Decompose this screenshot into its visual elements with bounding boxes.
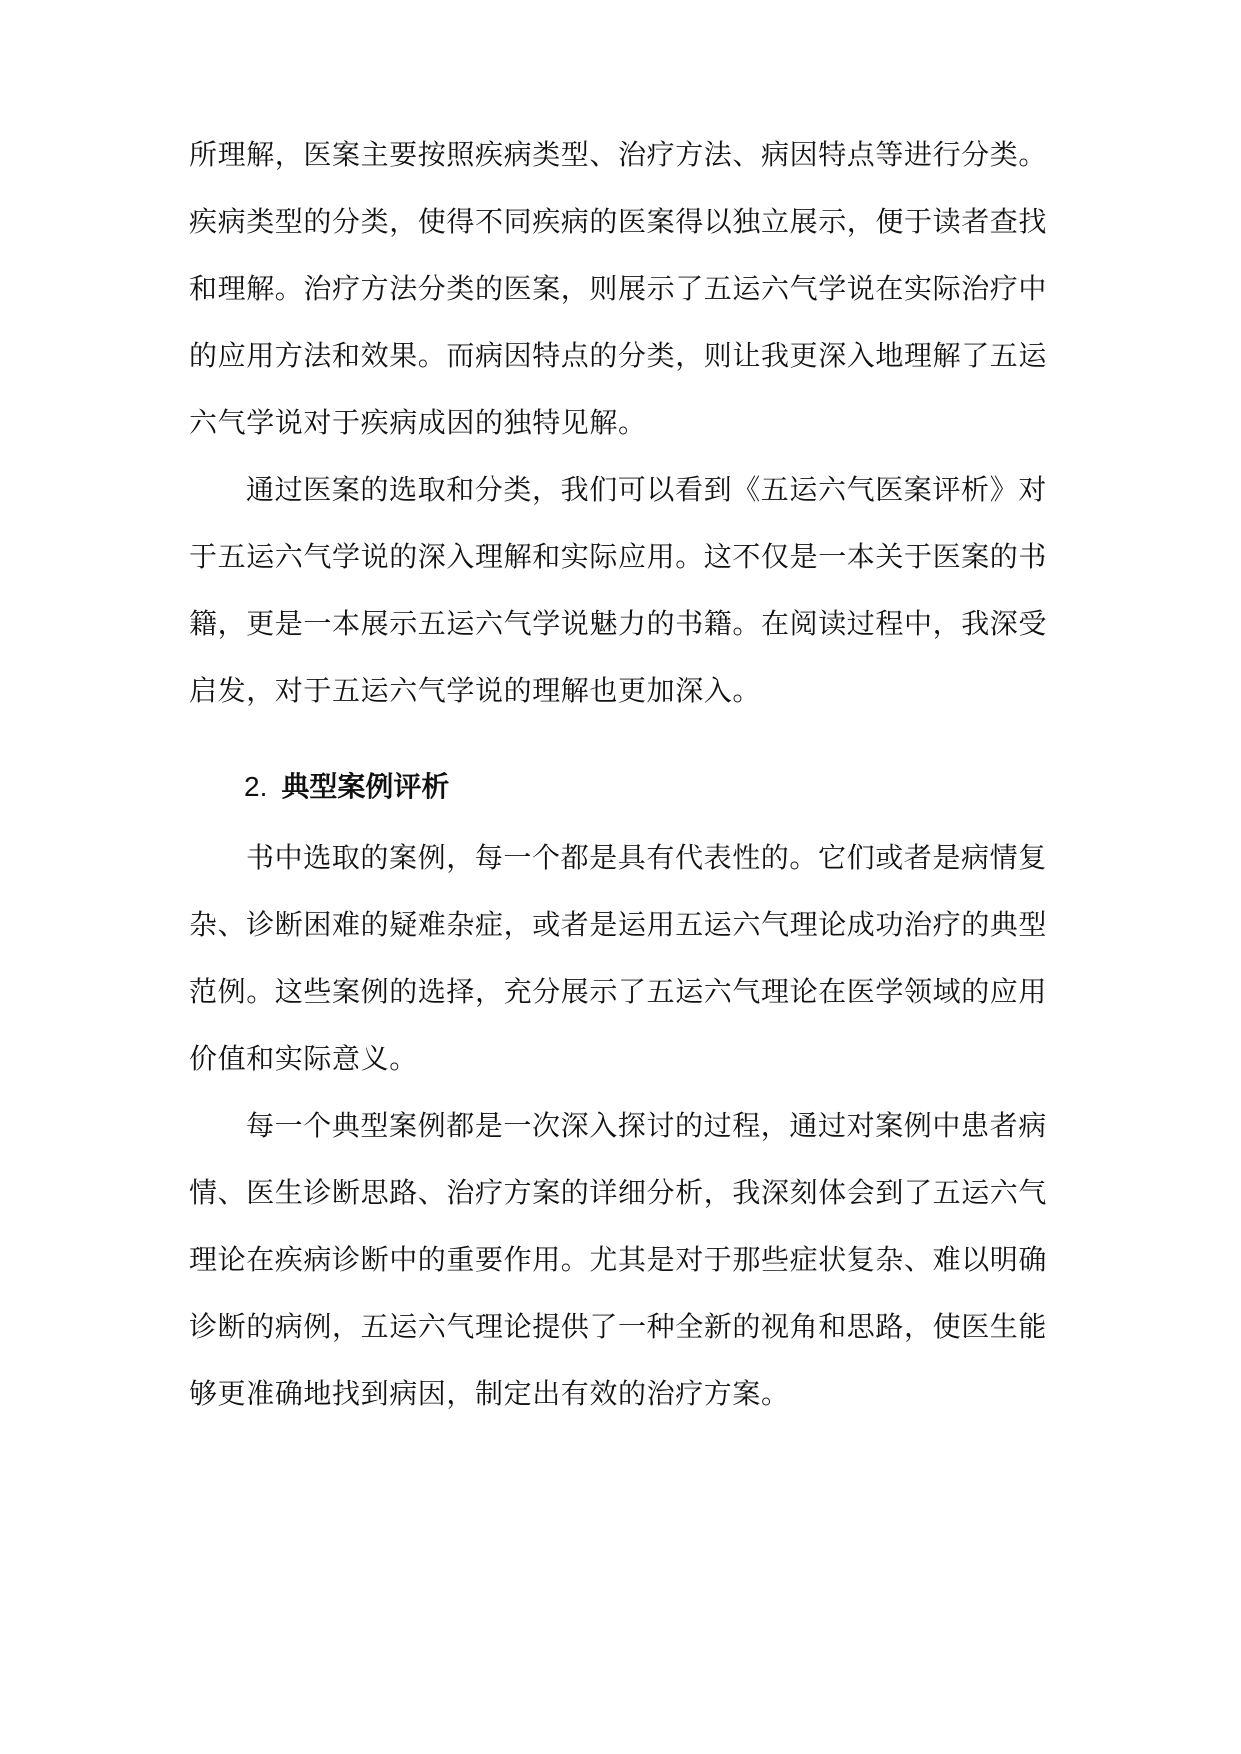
paragraph-4-line-5: 够更准确地找到病因，制定出有效的治疗方案。	[189, 1377, 790, 1410]
section-title: 典型案例评析	[281, 770, 450, 803]
paragraph-2-line-2: 于五运六气学说的深入理解和实际应用。这不仅是一本关于医案的书	[189, 540, 1048, 573]
paragraph-2-line-4: 启发，对于五运六气学说的理解也更加深入。	[189, 674, 762, 707]
paragraph-1-line-4: 的应用方法和效果。而病因特点的分类，则让我更深入地理解了五运	[189, 339, 1048, 372]
paragraph-3-line-1: 书中选取的案例，每一个都是具有代表性的。它们或者是病情复	[246, 841, 1047, 874]
paragraph-1-line-1: 所理解，医案主要按照疾病类型、治疗方法、病因特点等进行分类。	[189, 138, 1048, 171]
paragraph-4-line-1: 每一个典型案例都是一次深入探讨的过程，通过对案例中患者病	[246, 1109, 1047, 1142]
paragraph-2-line-3: 籍，更是一本展示五运六气学说魅力的书籍。在阅读过程中，我深受	[189, 607, 1048, 640]
paragraph-3-line-4: 价值和实际意义。	[189, 1042, 418, 1075]
section-number: 2.	[244, 771, 268, 802]
paragraph-4-line-4: 诊断的病例，五运六气理论提供了一种全新的视角和思路，使医生能	[189, 1310, 1048, 1343]
paragraph-1-line-2: 疾病类型的分类，使得不同疾病的医案得以独立展示，便于读者查找	[189, 205, 1048, 238]
section-heading	[244, 767, 449, 807]
paragraph-4-line-2: 情、医生诊断思路、治疗方案的详细分析，我深刻体会到了五运六气	[189, 1176, 1048, 1209]
paragraph-3-line-2: 杂、诊断困难的疑难杂症，或者是运用五运六气理论成功治疗的典型	[189, 908, 1048, 941]
paragraph-3-line-3: 范例。这些案例的选择，充分展示了五运六气理论在医学领域的应用	[189, 975, 1048, 1008]
paragraph-1-line-5: 六气学说对于疾病成因的独特见解。	[189, 406, 647, 439]
paragraph-4-line-3: 理论在疾病诊断中的重要作用。尤其是对于那些症状复杂、难以明确	[189, 1243, 1048, 1276]
paragraph-2-line-1: 通过医案的选取和分类，我们可以看到《五运六气医案评析》对	[246, 473, 1047, 506]
paragraph-1-line-3: 和理解。治疗方法分类的医案，则展示了五运六气学说在实际治疗中	[189, 272, 1048, 305]
